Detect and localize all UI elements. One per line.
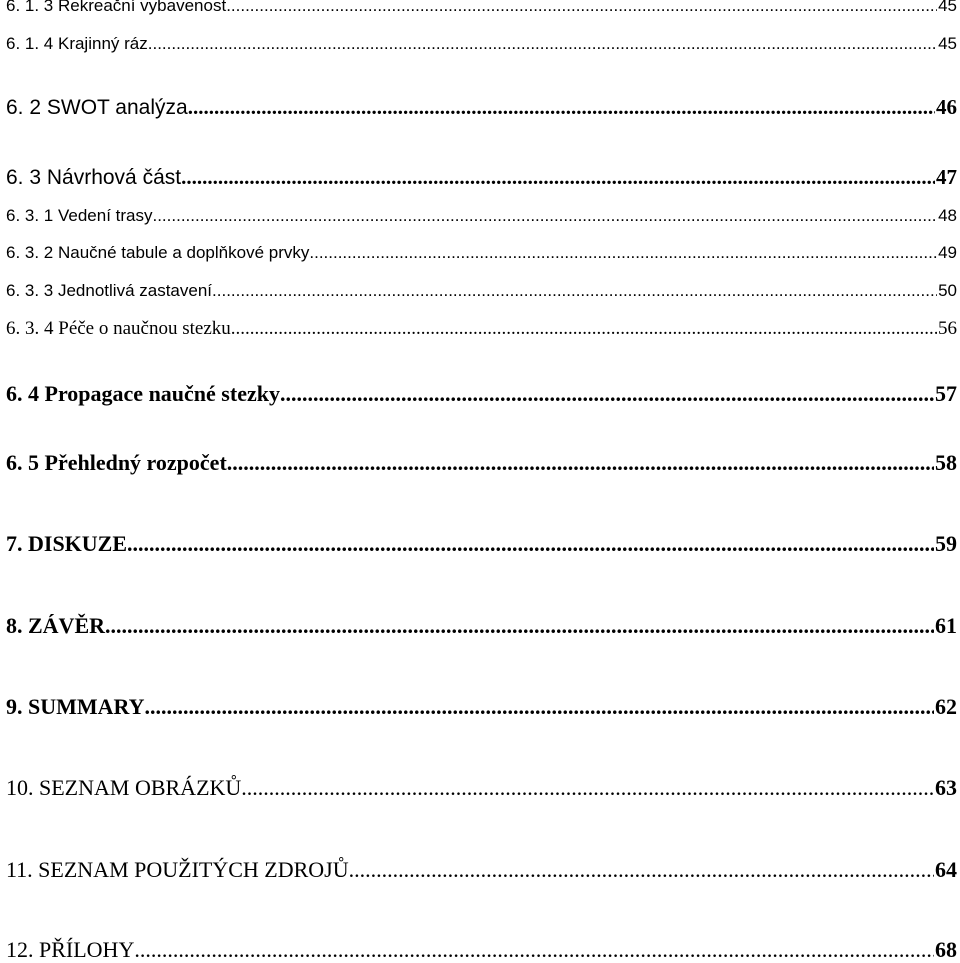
toc-entry-title: 6. 1. 3 Rekreační vybavenost (6, 0, 227, 15)
toc-entry-page: 68 (935, 937, 957, 962)
dot-leader (226, 0, 937, 16)
toc-entry[interactable] (6, 531, 957, 557)
toc-entry-page: 58 (935, 450, 957, 475)
toc-entry-title: 11. SEZNAM POUŽITÝCH ZDROJŮ (6, 857, 349, 882)
dot-leader (127, 531, 934, 557)
toc-entry-title: 6. 5 Přehledný rozpočet (6, 450, 227, 475)
toc-entry-title: 6. 3. 3 Jednotlivá zastavení (6, 281, 213, 300)
toc-entry[interactable] (6, 206, 957, 226)
dot-leader (148, 34, 937, 54)
toc-entry-title: 6. 3 Návrhová část (6, 166, 182, 189)
toc-entry[interactable] (6, 381, 957, 407)
toc-entry-page: 64 (935, 857, 957, 882)
dot-leader (212, 281, 937, 301)
toc-entry-title: 6. 4 Propagace naučné stezky (6, 381, 280, 406)
dot-leader (349, 857, 934, 883)
toc-entry-title: 6. 3. 4 Péče o naučnou stezku (6, 318, 231, 339)
toc-entry-title: 6. 2 SWOT analýza (6, 96, 188, 119)
toc-entry[interactable] (6, 95, 957, 120)
toc-entry-page: 49 (938, 243, 957, 262)
toc-entry[interactable] (6, 34, 957, 54)
toc-entry[interactable] (6, 857, 957, 883)
dot-leader (181, 165, 935, 190)
toc-entry-page: 59 (935, 531, 957, 556)
dot-leader (134, 937, 934, 963)
dot-leader (280, 381, 934, 407)
toc-entry-title: 12. PŘÍLOHY (6, 937, 135, 962)
toc-entry[interactable] (6, 450, 957, 476)
toc-entry[interactable] (6, 243, 957, 263)
toc-entry-page: 56 (938, 318, 957, 339)
toc-entry[interactable] (6, 613, 957, 639)
dot-leader (231, 318, 937, 340)
toc-entry-page: 62 (935, 694, 957, 719)
toc-entry[interactable] (6, 281, 957, 301)
toc-entry-title: 6. 3. 1 Vedení trasy (6, 206, 153, 225)
toc-entry-page: 63 (935, 775, 957, 800)
toc-entry[interactable] (6, 937, 957, 963)
dot-leader (188, 95, 935, 120)
toc-entry-page: 57 (935, 381, 957, 406)
toc-entry-title: 9. SUMMARY (6, 694, 145, 719)
toc-entry[interactable] (6, 0, 957, 16)
toc-entry-title: 7. DISKUZE (6, 531, 128, 556)
toc-entry-title: 8. ZÁVĚR (6, 613, 106, 638)
toc-entry-title: 10. SEZNAM OBRÁZKŮ (6, 775, 242, 800)
toc-entry-page: 61 (935, 613, 957, 638)
toc-entry-page: 45 (938, 0, 957, 15)
toc-entry-page: 46 (936, 95, 957, 119)
toc-entry-page: 47 (936, 165, 957, 189)
dot-leader (145, 694, 934, 720)
toc-entry-title: 6. 3. 2 Naučné tabule a doplňkové prvky (6, 243, 310, 262)
toc-entry[interactable] (6, 318, 957, 340)
toc-entry-page: 45 (938, 34, 957, 53)
toc-entry-page: 50 (938, 281, 957, 300)
toc-entry[interactable] (6, 694, 957, 720)
dot-leader (241, 775, 934, 801)
toc-entry-page: 48 (938, 206, 957, 225)
toc-entry[interactable] (6, 165, 957, 190)
toc-entry-title: 6. 1. 4 Krajinný ráz (6, 34, 148, 53)
dot-leader (309, 243, 937, 263)
dot-leader (152, 206, 937, 226)
toc-entry[interactable] (6, 775, 957, 801)
dot-leader (105, 613, 934, 639)
dot-leader (227, 450, 934, 476)
